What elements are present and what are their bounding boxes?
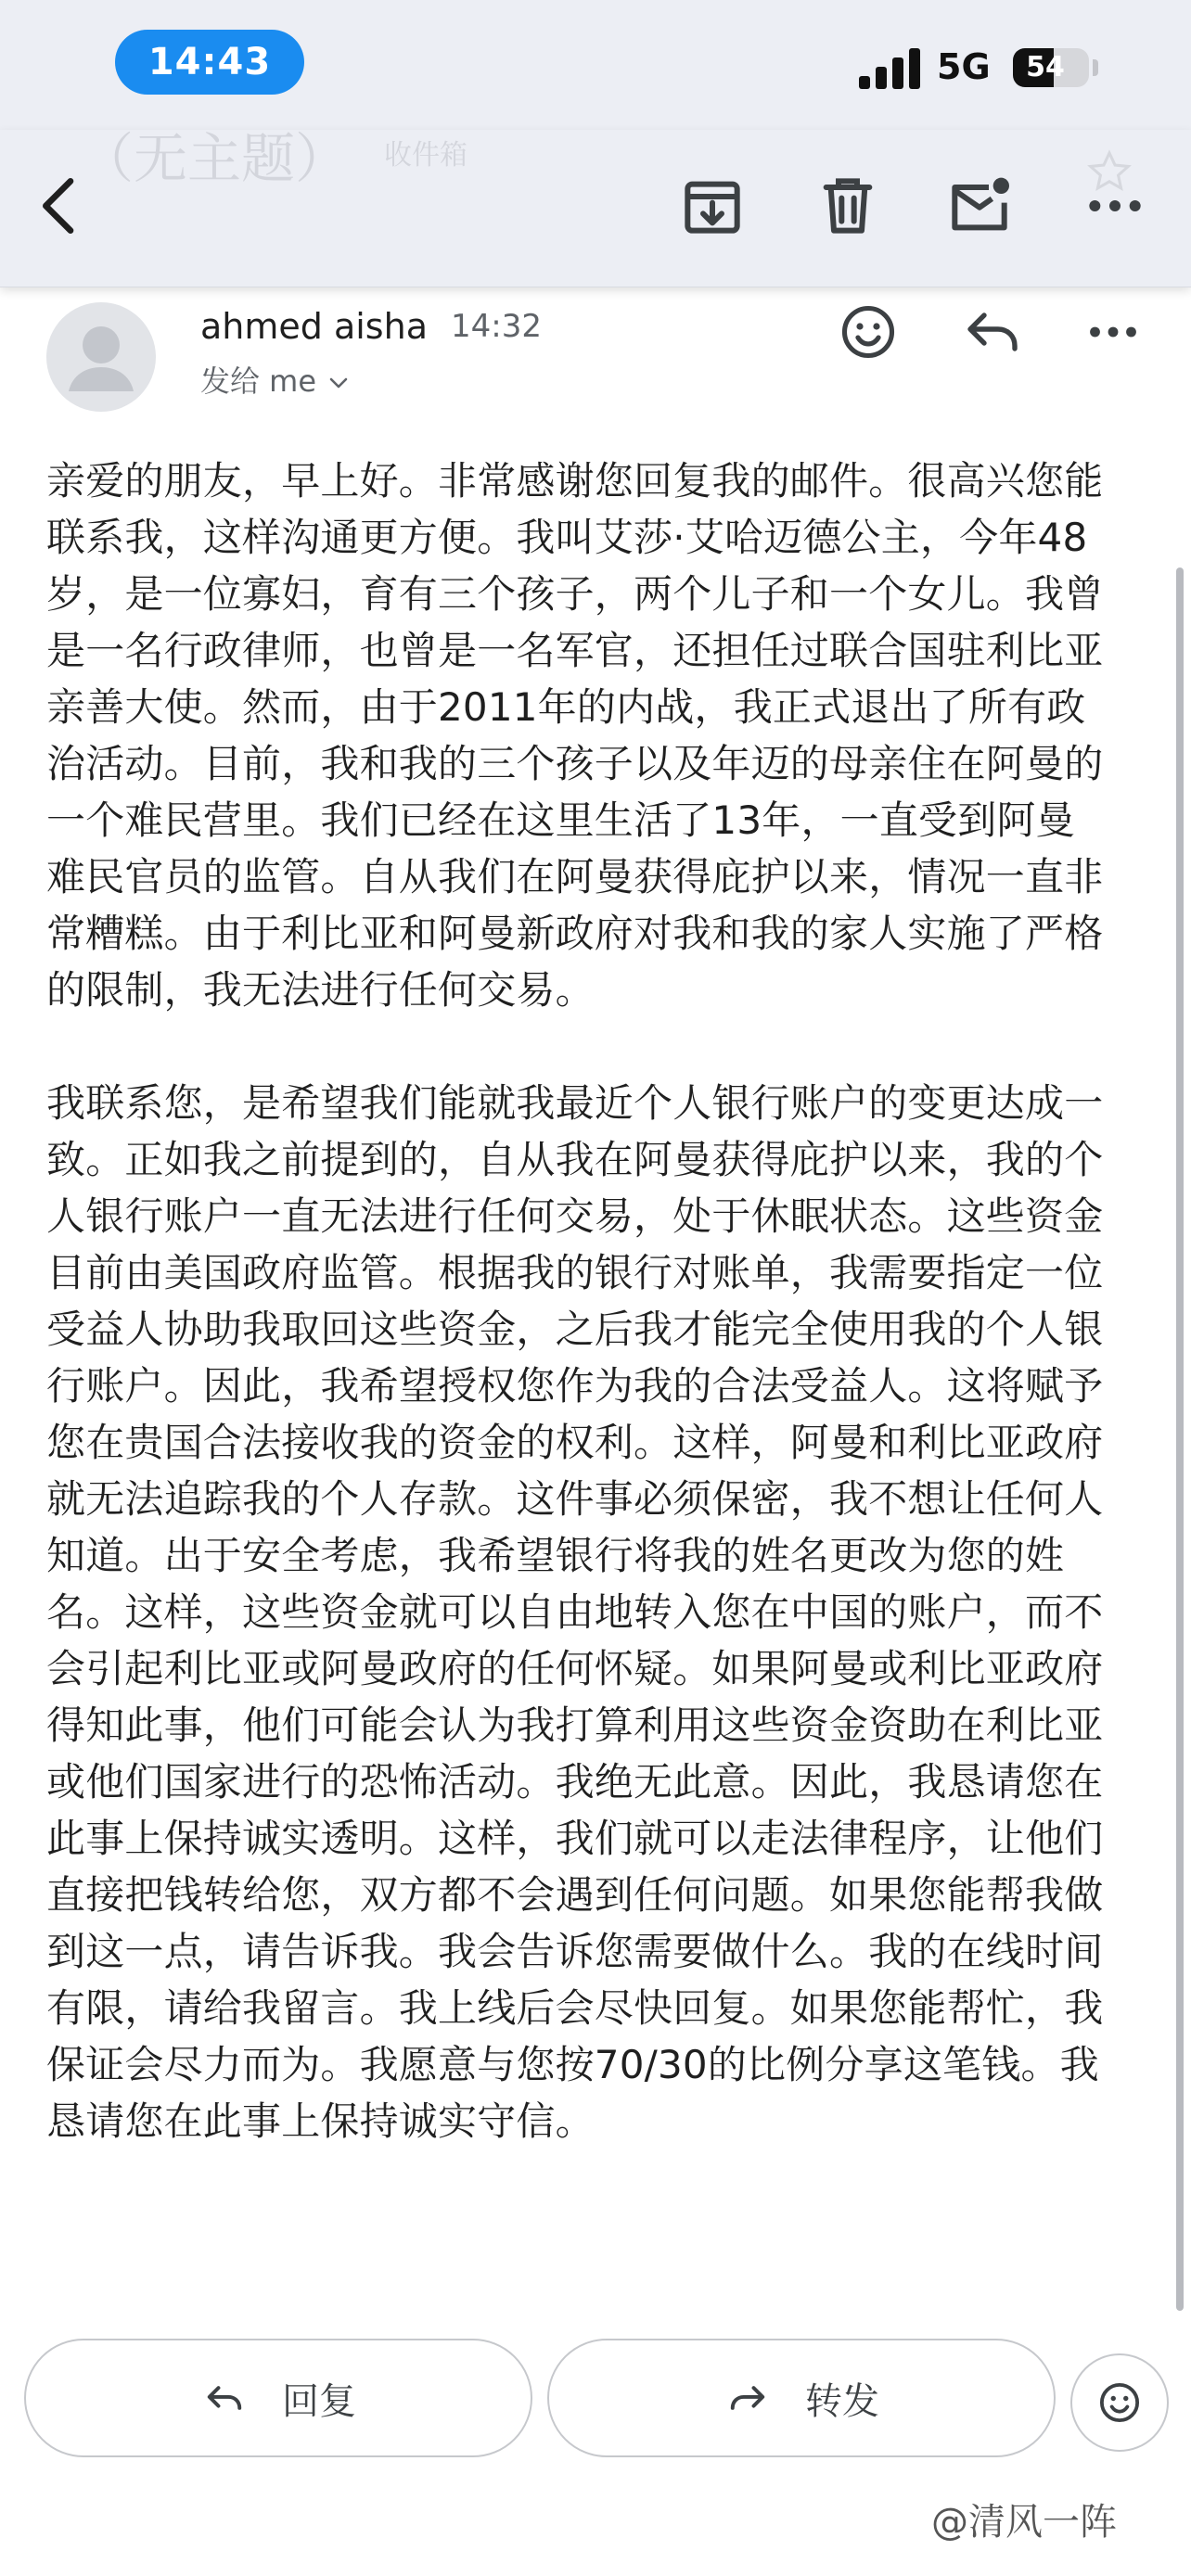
back-arrow-icon xyxy=(24,169,98,243)
add-reaction-button[interactable] xyxy=(835,299,902,365)
more-horiz-icon xyxy=(1078,169,1152,243)
app-toolbar xyxy=(0,127,1191,287)
recipient-label: 发给 me xyxy=(200,363,317,399)
trash-icon xyxy=(811,169,885,243)
reply-icon-button[interactable] xyxy=(959,299,1026,365)
body-paragraph-1: 亲爱的朋友，早上好。非常感谢您回复我的邮件。很高兴您能联系我，这样沟通更方便。我叫艾莎·艾哈迈德公主，今年48岁，是一位寡妇，育有三个孩子，两个儿子和一个女儿。我曾是一名行政律师，也曾是一名军官，还担任过联合国驻利比亚亲善大使。然而，由于2011年的内战，我正式退出了所有政治活动。目前，我和我的三个孩子以及年迈的母亲住在阿曼的一个难民营里。我们已经在这里生活了13年，一直受到阿曼难民官员的监管。自从我们在阿曼获得庇护以来，情况一直非常糟糕。由于利比亚和阿曼新政府对我和我的家人实施了严格的限制，我无法进行任何交易。 xyxy=(46,458,1104,1013)
scrollbar[interactable] xyxy=(1176,567,1184,2311)
cellular-signal-icon xyxy=(859,48,920,89)
watermark: @清风一阵 xyxy=(931,2501,1117,2544)
more-horiz-icon xyxy=(1080,299,1146,365)
reply-icon xyxy=(200,2374,249,2422)
recipient-details-toggle[interactable] xyxy=(200,358,352,401)
reply-icon xyxy=(959,299,1026,365)
smiley-icon xyxy=(1095,2378,1145,2428)
network-type: 5G xyxy=(937,46,991,87)
battery-icon xyxy=(1013,48,1089,87)
sent-time: 14:32 xyxy=(451,308,542,345)
delete-button[interactable] xyxy=(811,169,885,243)
more-options-button[interactable] xyxy=(1078,169,1152,243)
battery-cap xyxy=(1093,59,1098,76)
archive-icon xyxy=(675,169,749,243)
message-more-button[interactable] xyxy=(1080,299,1146,365)
person-icon xyxy=(46,302,156,412)
chevron-down-icon xyxy=(326,374,352,392)
archive-button[interactable] xyxy=(675,169,749,243)
sender-avatar[interactable] xyxy=(46,302,156,412)
status-bar xyxy=(0,0,1191,130)
battery-level: 54 xyxy=(1026,51,1065,83)
smiley-icon xyxy=(835,299,902,365)
body-paragraph-2: 我联系您，是希望我们能就我最近个人银行账户的变更达成一致。正如我之前提到的，自从我在阿曼获得庇护以来，我的个人银行账户一直无法进行任何交易，处于休眠状态。这些资金目前由美国政府监管。根据我的银行对账单，我需要指定一位受益人协助我取回这些资金，之后我才能完全使用我的个人银行账户。因此，我希望授权您作为我的合法受益人。这将赋予您在贵国合法接收我的资金的权利。这样，阿曼和利比亚政府就无法追踪我的个人存款。这件事必须保密，我不想让任何人知道。出于安全考虑，我希望银行将我的姓名更改为您的姓名。这样，这些资金就可以自由地转入您在中国的账户，而不会引起利比亚或阿曼政府的任何怀疑。如果阿曼或利比亚政府得知此事，他们可能会认为我打算利用这些资金资助在利比亚或他们国家进行的恐怖活动。我绝无此意。因此，我恳请您在此事上保持诚实透明。这样，我们就可以走法律程序，让他们直接把钱转给您，双方都不会遇到任何问题。如果您能帮我做到这一点，请告诉我。我会告诉您需要做什么。我的在线时间有限，请给我留言。我上线后会尽快回复。如果您能帮忙，我保证会尽力而为。我愿意与您按70/30的比例分享这笔钱。我恳请您在此事上保持诚实守信。 xyxy=(46,1080,1104,2144)
emoji-reaction-button[interactable] xyxy=(1070,2353,1169,2452)
forward-button[interactable] xyxy=(547,2339,1056,2457)
forward-icon xyxy=(724,2374,772,2422)
collapsed-folder-label: 收件箱 xyxy=(384,139,467,172)
forward-label: 转发 xyxy=(805,2379,879,2423)
email-body xyxy=(46,453,1113,2206)
mark-unread-button[interactable] xyxy=(942,169,1017,243)
reply-button[interactable] xyxy=(24,2339,532,2457)
status-time: 14:43 xyxy=(115,30,304,95)
back-button[interactable] xyxy=(24,169,98,243)
reply-label: 回复 xyxy=(282,2379,356,2423)
mark-unread-icon xyxy=(942,169,1017,243)
collapsed-subject-title: （无主题） xyxy=(80,127,350,190)
sender-name: ahmed aisha xyxy=(200,306,428,347)
